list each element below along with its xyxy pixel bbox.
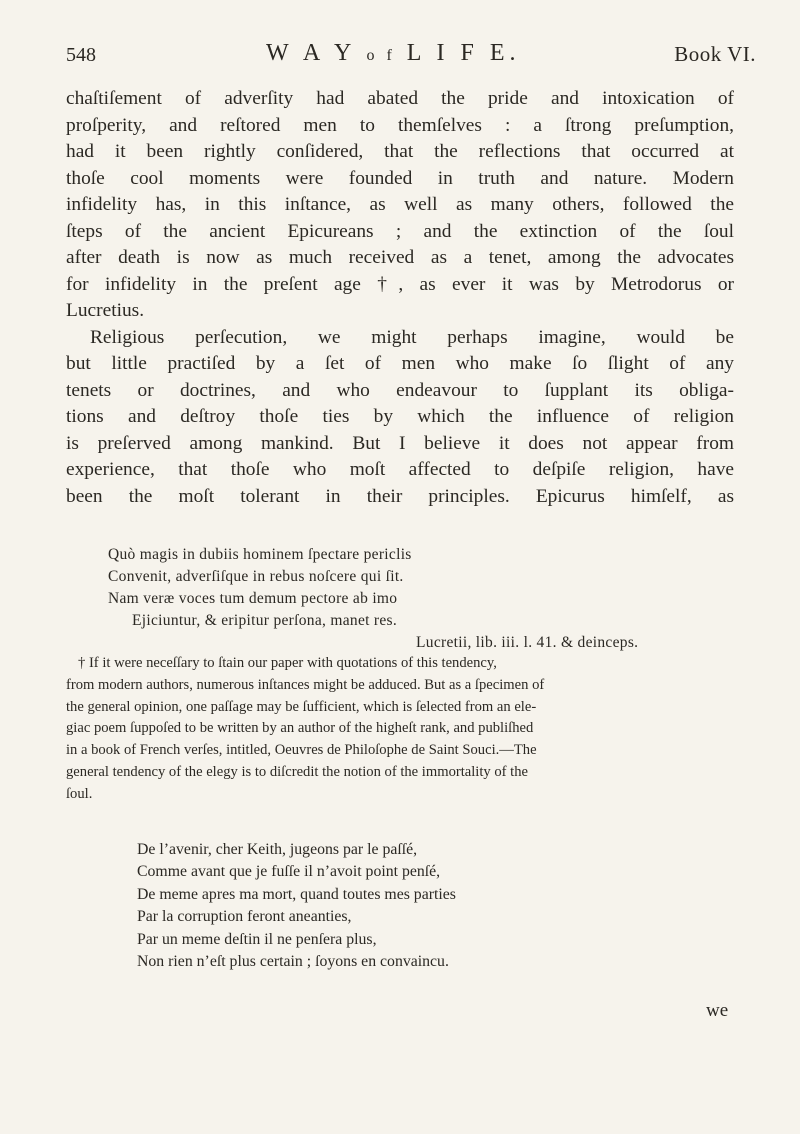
running-title-of: o f (366, 47, 396, 64)
catchword: we (706, 1000, 729, 1021)
verse-line: Comme avant que je fuſſe il n’avoit point penſé, (137, 863, 441, 881)
running-title-life: L I F E. (406, 40, 521, 66)
quote-citation: Lucretii, lib. iii. l. 41. & deinceps. (416, 634, 639, 651)
text-line: proſperity, and reſtored men to themſelves : a ſtrong preſumption, (66, 114, 734, 136)
text-line: tenets or doctrines, and who endeavour to ſupplant its obliga- (66, 379, 734, 401)
text-line: after death is now as much received as a tenet, among the advocates (66, 247, 734, 268)
footnote-line: ſoul. (66, 785, 93, 802)
footnote (66, 653, 738, 806)
french-verse (137, 839, 617, 973)
verse-line: Non rien n’eſt plus certain ; ſoyons en convaincu. (137, 953, 449, 971)
quote-line: Quò magis in dubiis hominem ſpectare periclis (108, 546, 412, 563)
text-line: is preſerved among mankind. But I believe it does not appear from (66, 432, 734, 454)
running-head (66, 40, 756, 72)
quote-line: Ejiciuntur, & eripitur perſona, manet res. (132, 612, 398, 629)
verse-line: Par la corruption feront aneanties, (137, 908, 352, 926)
footnote-line: general tendency of the elegy is to diſcredit the notion of the immortality of the (66, 763, 528, 780)
text-line: experience, that thoſe who moſt affected to deſpiſe religion, have (66, 459, 734, 480)
text-line: Lucretius. (66, 300, 145, 321)
verse-line: De meme apres ma mort, quand toutes mes parties (137, 885, 456, 903)
running-title-way: W A Y (266, 40, 356, 66)
text-line: chaſtiſement of adverſity had abated the pride and intoxication of (66, 88, 734, 109)
verse-line: De l’avenir, cher Keith, jugeons par le paſſé, (137, 841, 418, 858)
text-line: thoſe cool moments were founded in truth and nature. Modern (66, 167, 734, 189)
text-line: had it been rightly conſidered, that the reflections that occurred at (66, 141, 734, 162)
quote-line: Nam veræ voces tum demum pectore ab imo (108, 590, 398, 607)
quote-line: Convenit, adverſiſque in rebus noſcere qui ſit. (108, 568, 404, 585)
text-line: but little practiſed by a ſet of men who make ſo ſlight of any (66, 353, 734, 374)
footnote-line: the general opinion, one paſſage may be ſufficient, which is ſelected from an ele- (66, 698, 537, 715)
verse-line: Par un meme deſtin il ne penſera plus, (137, 930, 377, 948)
footnote-line: giac poem ſuppoſed to be written by an author of the higheſt rank, and publiſhed (66, 720, 534, 737)
text-line: Religious perſecution, we might perhaps imagine, would be (90, 326, 734, 348)
book-label: Book VI. (674, 42, 756, 66)
text-line: been the moſt tolerant in their principles. Epicurus himſelf, as (66, 485, 734, 507)
text-line: infidelity has, in this inſtance, as well as many others, followed the (66, 194, 734, 215)
text-line: ſteps of the ancient Epicureans ; and the extinction of the ſoul (66, 220, 734, 242)
latin-quotation (108, 544, 668, 654)
footnote-line: in a book of French verſes, intitled, Oeuvres de Philoſophe de Saint Souci.—The (66, 742, 537, 759)
main-text (66, 86, 734, 510)
running-title (266, 40, 521, 67)
footnote-line: † If it were neceſſary to ſtain our paper with quotations of this tendency, (78, 655, 497, 671)
text-line: tions and deſtroy thoſe ties by which the influence of religion (66, 406, 734, 427)
footnote-line: from modern authors, numerous inſtances might be adduced. But as a ſpecimen of (66, 676, 545, 693)
page-number: 548 (66, 44, 96, 66)
text-line: for infidelity in the preſent age †, as ever it was by Metrodorus or (66, 273, 734, 295)
